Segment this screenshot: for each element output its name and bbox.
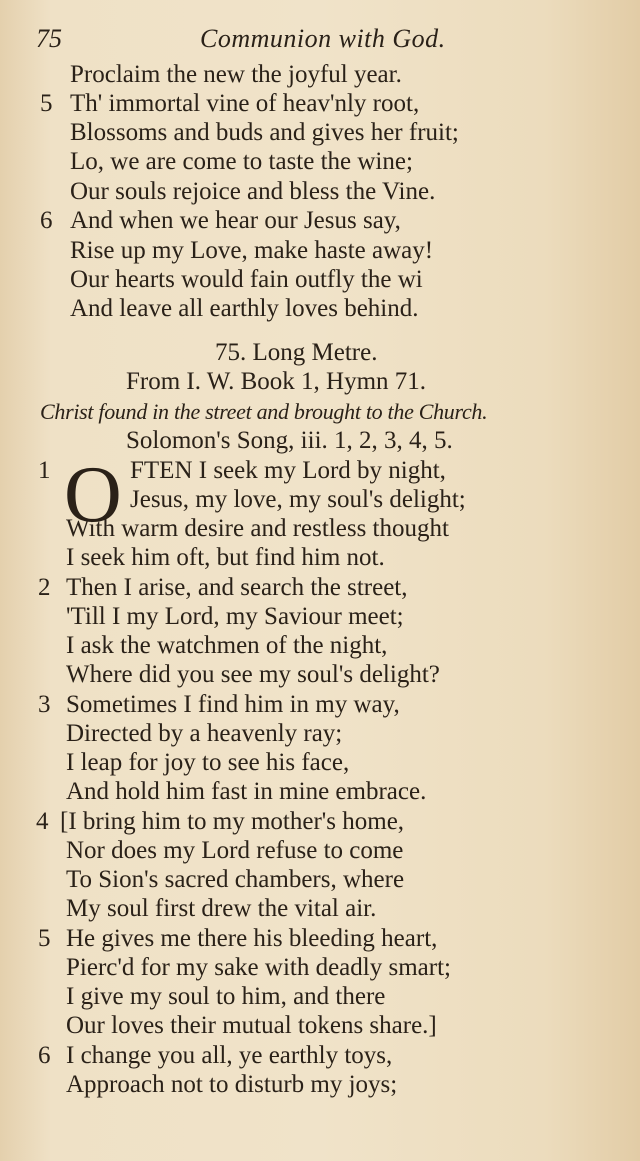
- verse-number: 2: [38, 574, 51, 601]
- verse-line: Our hearts would fain outfly the wi: [70, 266, 423, 293]
- verse-number: 3: [38, 691, 51, 718]
- verse-line: Approach not to disturb my joys;: [66, 1071, 398, 1098]
- verse-line: Our souls rejoice and bless the Vine.: [70, 178, 436, 205]
- drop-cap: O: [64, 451, 122, 539]
- hymn-subtitle: Christ found in the street and brought to the Church.: [40, 399, 488, 424]
- verse-line: Our loves their mutual tokens share.]: [66, 1012, 437, 1039]
- verse-line: [I bring him to my mother's home,: [60, 808, 405, 835]
- verse-line: I ask the watchmen of the night,: [66, 632, 388, 659]
- verse-line: FTEN I seek my Lord by night,: [130, 457, 446, 484]
- verse-number: 5: [38, 925, 51, 952]
- verse-line: To Sion's sacred chambers, where: [66, 866, 405, 893]
- verse-line: I change you all, ye earthly toys,: [66, 1042, 393, 1069]
- verse-line: Nor does my Lord refuse to come: [66, 837, 404, 864]
- verse-line: Jesus, my love, my soul's delight;: [130, 486, 466, 513]
- verse-line: Proclaim the new the joyful year.: [70, 61, 402, 88]
- hymn-source: From I. W. Book 1, Hymn 71.: [126, 368, 427, 395]
- verse-line: Where did you see my soul's delight?: [66, 661, 440, 688]
- verse-number: 1: [38, 457, 51, 484]
- verse-line: He gives me there his bleeding heart,: [66, 925, 438, 952]
- running-title: Communion with God.: [200, 24, 446, 53]
- verse-line: Then I arise, and search the street,: [66, 574, 408, 601]
- verse-line: Th' immortal vine of heav'nly root,: [70, 90, 420, 117]
- page-header: [0, 22, 640, 58]
- verse-line: And leave all earthly loves behind.: [70, 295, 419, 322]
- verse-number: 6: [38, 1042, 51, 1069]
- verse-number: 4: [36, 808, 49, 835]
- hymn-heading: 75. Long Metre.: [215, 339, 378, 366]
- hymn-scripture: Solomon's Song, iii. 1, 2, 3, 4, 5.: [126, 427, 453, 454]
- verse-line: Lo, we are come to taste the wine;: [70, 148, 413, 175]
- verse-line: Pierc'd for my sake with deadly smart;: [66, 954, 451, 981]
- verse-line: Directed by a heavenly ray;: [66, 720, 343, 747]
- verse-line: With warm desire and restless thought: [66, 515, 449, 542]
- verse-line: I give my soul to him, and there: [66, 983, 386, 1010]
- verse-line: Sometimes I find him in my way,: [66, 691, 400, 718]
- verse-line: I leap for joy to see his face,: [66, 749, 350, 776]
- verse-line: My soul first drew the vital air.: [66, 895, 377, 922]
- verse-number: 6: [40, 207, 53, 234]
- verse-line: And hold him fast in mine embrace.: [66, 778, 427, 805]
- verse-line: And when we hear our Jesus say,: [70, 207, 401, 234]
- verse-line: Rise up my Love, make haste away!: [70, 237, 434, 264]
- verse-line: I seek him oft, but find him not.: [66, 544, 385, 571]
- page-number: 75: [36, 24, 62, 53]
- verse-line: 'Till I my Lord, my Saviour meet;: [66, 603, 404, 630]
- verse-number: 5: [40, 90, 53, 117]
- verse-line: Blossoms and buds and gives her fruit;: [70, 119, 459, 146]
